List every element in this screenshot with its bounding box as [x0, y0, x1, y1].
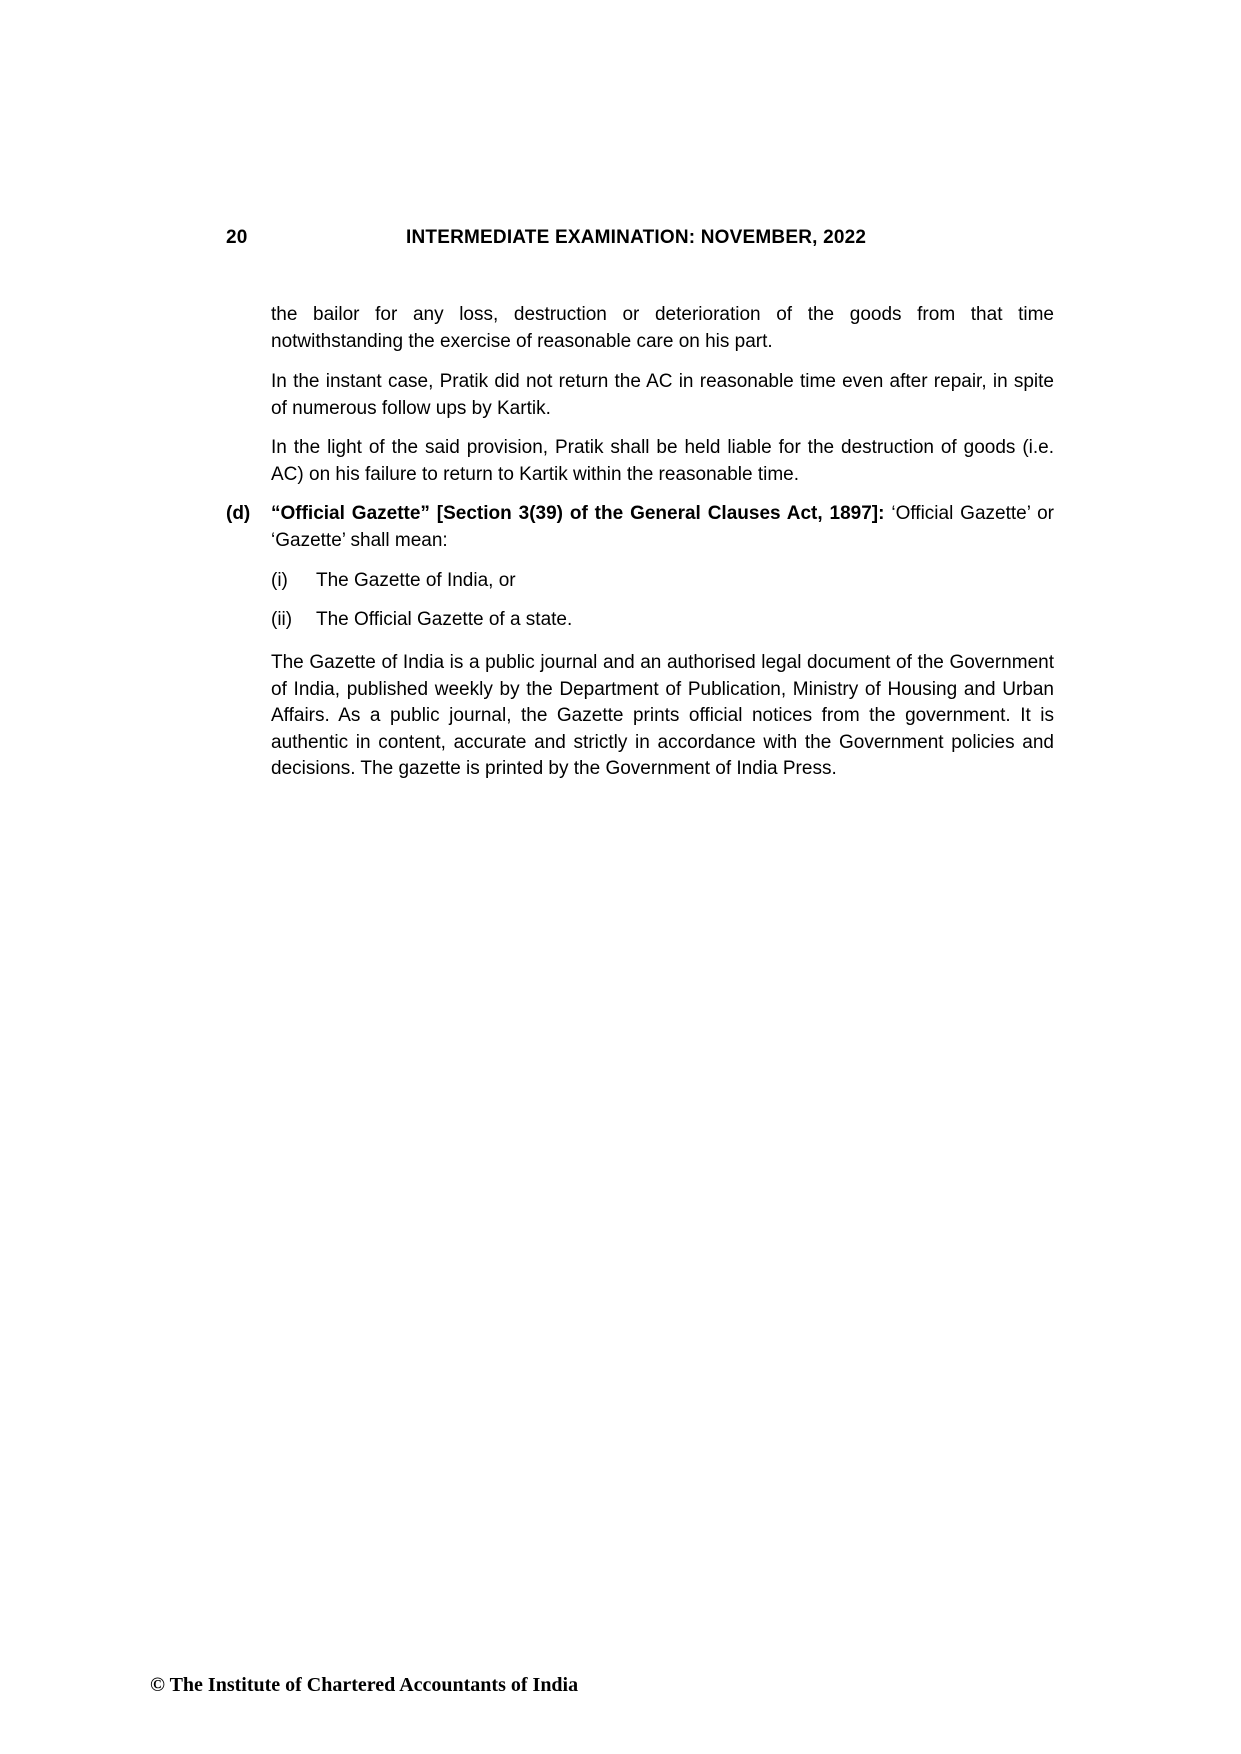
item-d-definition: [271, 501, 1054, 554]
item-d-marker: (d): [226, 503, 251, 524]
paragraph-conclusion: In the light of the said provision, Pratik shall be held liable for the destruction of goods (i.e. AC) on his failure to return to Kartik within the reasonable time.: [271, 437, 1054, 485]
paragraph-bailor-liability: the bailor for any loss, destruction or deterioration of the goods from that time notwithstanding the exercise of reasonable care on his part.: [271, 304, 1054, 352]
paragraph-gazette-explanation: The Gazette of India is a public journal and an authorised legal document of the Government of India, published weekly by the Department of Publication, Ministry of Housing and Urban Affairs. As a public journal, the Gazette prints official notices from the government. It is authentic in content, accurate and strictly in accordance with the Government policies and decisions. The gazette is printed by the Government of India Press.: [271, 652, 1054, 779]
item-d-definition-text: ‘Official Gazette’ or ‘Gazette’ shall mean:: [271, 503, 1055, 551]
sub-item-ii-text: The Official Gazette of a state.: [316, 609, 573, 630]
page-number: 20: [226, 227, 248, 248]
item-d-heading: “Official Gazette” [Section 3(39) of the General Clauses Act, 1897]:: [271, 503, 885, 524]
paragraph-instant-case: In the instant case, Pratik did not return the AC in reasonable time even after repair, in spite of numerous follow ups by Kartik.: [271, 371, 1054, 419]
footer-copyright: © The Institute of Chartered Accountants of India: [150, 1674, 579, 1696]
sub-item-ii-marker: (ii): [271, 609, 293, 630]
sub-item-i-text: The Gazette of India, or: [316, 570, 516, 591]
running-header: INTERMEDIATE EXAMINATION: NOVEMBER, 2022: [406, 227, 867, 248]
sub-item-i-marker: (i): [271, 570, 288, 591]
